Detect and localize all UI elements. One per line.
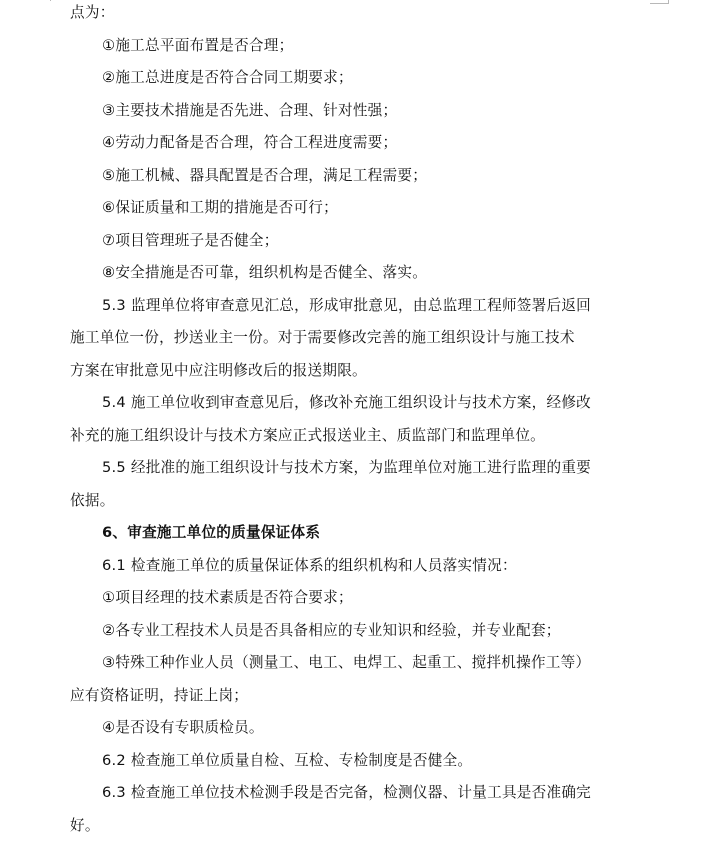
document-body [70,0,660,842]
text-line: 应有资格证明，持证上岗； [70,686,249,704]
text-line: 6.1 检查施工单位的质量保证体系的组织机构和人员落实情况： [102,556,517,574]
section-heading: 6、审查施工单位的质量保证体系 [102,524,321,541]
text-line: ⑤施工机械、器具配置是否合理，满足工程需要； [102,166,428,184]
text-line: ④是否设有专职质检员。 [102,719,264,736]
text-line: 5.3 监理单位将审查意见汇总，形成审批意见，由总监理工程师签署后返回 [102,296,592,314]
text-line: 依据。 [70,491,115,509]
text-line: 6.2 检查施工单位质量自检、互检、专检制度是否健全。 [102,751,473,769]
text-line: ⑥保证质量和工期的措施是否可行； [102,199,338,216]
page-corner-mark-left [50,0,51,1]
text-line: ②各专业工程技术人员是否具备相应的专业知识和经验，并专业配套； [102,621,561,639]
text-line: 施工单位一份，抄送业主一份。对于需要修改完善的施工组织设计与施工技术 [70,329,575,346]
text-line: ③特殊工种作业人员（测量工、电工、电焊工、起重工、搅拌机操作工等） [102,654,591,671]
text-line: 方案在审批意见中应注明修改后的报送期限。 [70,361,367,379]
text-line: 好。 [70,816,100,834]
text-line: ③主要技术措施是否先进、合理、针对性强； [102,101,398,119]
text-line: 5.5 经批准的施工组织设计与技术方案，为监理单位对施工进行监理的重要 [102,459,592,476]
text-line: ④劳动力配备是否合理，符合工程进度需要； [102,134,398,151]
text-line: 5.4 施工单位收到审查意见后，修改补充施工组织设计与技术方案，经修改 [102,394,592,411]
text-line: 6.3 检查施工单位技术检测手段是否完备，检测仪器、计量工具是否准确完 [102,784,592,801]
text-line: ⑧安全措施是否可靠，组织机构是否健全、落实。 [102,264,428,281]
text-line: 点为： [70,4,115,21]
text-line: 补充的施工组织设计与技术方案应正式报送业主、质监部门和监理单位。 [70,426,546,444]
text-line: ①项目经理的技术素质是否符合要求； [102,589,353,606]
text-line: ①施工总平面布置是否合理； [102,36,294,54]
text-line: ②施工总进度是否符合合同工期要求； [102,69,353,86]
text-line: ⑦项目管理班子是否健全； [102,231,279,249]
